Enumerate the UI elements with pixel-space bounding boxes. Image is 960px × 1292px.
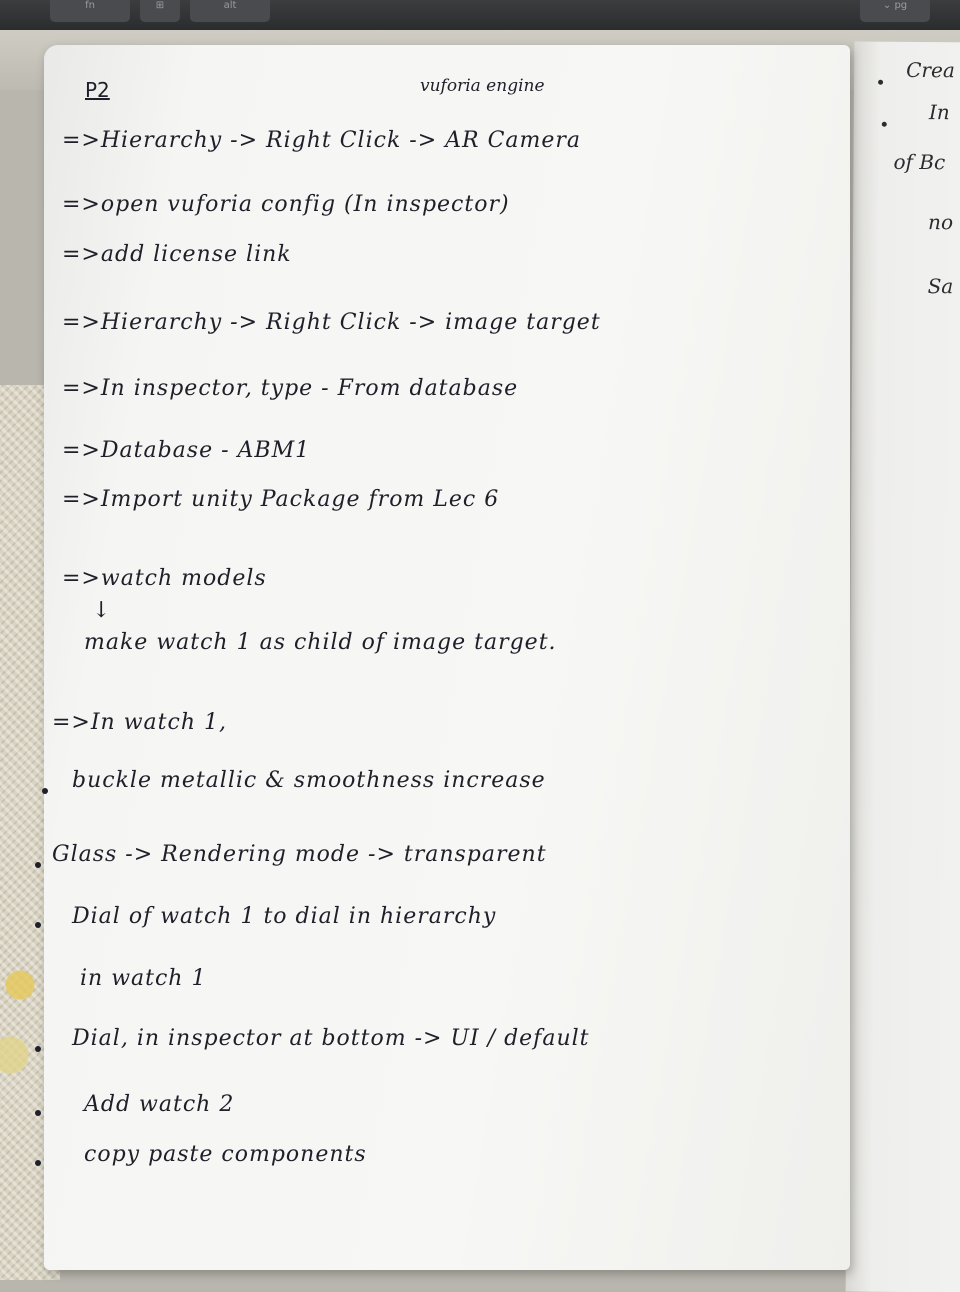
bullet (882, 122, 887, 127)
windows-key (140, 0, 180, 22)
bullet (35, 1160, 41, 1166)
right-page-fragment: of Bc (893, 149, 946, 175)
note-line: =>add license link (62, 242, 292, 267)
right-page-fragment: Crea (906, 57, 955, 83)
note-line: =>In watch 1, (52, 710, 227, 735)
note-line: =>Hierarchy -> Right Click -> AR Camera (62, 128, 582, 153)
right-page-fragment: Sa (927, 274, 954, 299)
page-title: vuforia engine (420, 76, 545, 96)
bullet (42, 788, 48, 794)
bullet (878, 80, 883, 85)
page-label: P2 (85, 78, 110, 102)
note-line: =>Import unity Package from Lec 6 (62, 487, 500, 512)
bullet-item: buckle metallic & smoothness increase (72, 768, 546, 793)
note-line: make watch 1 as child of image target. (84, 630, 557, 655)
right-page-fragment: In (928, 100, 950, 125)
note-line: =>watch models (62, 566, 267, 591)
bullet-item: Dial of watch 1 to dial in hierarchy (72, 904, 497, 929)
bullet-item: Glass -> Rendering mode -> transparent (52, 842, 547, 867)
bullet (35, 922, 41, 928)
windows-icon: ⊞ (155, 0, 165, 11)
right-notebook-page (846, 42, 960, 1292)
notebook-page (44, 45, 850, 1270)
bullet-item: Dial, in inspector at bottom -> UI / default (72, 1026, 590, 1051)
chevron-down-icon: ⌄ (882, 0, 892, 11)
bullet-item-continuation: in watch 1 (80, 966, 207, 991)
note-line: =>open vuforia config (In inspector) (62, 192, 510, 217)
note-line: =>Database - ABM1 (62, 438, 311, 463)
note-line: =>In inspector, type - From database (62, 376, 519, 401)
alt-key: alt (190, 0, 270, 22)
down-arrow-icon: ↓ (92, 598, 112, 623)
bullet (35, 862, 41, 868)
right-page-fragment: no (928, 210, 954, 235)
note-line: =>Hierarchy -> Right Click -> image target (62, 310, 601, 335)
pg-key: ⌄ pg (860, 0, 930, 22)
fabric-pattern (0, 945, 50, 1105)
laptop-keyboard-edge (0, 0, 960, 30)
bullet-item: Add watch 2 (84, 1092, 235, 1117)
bullet-item: copy paste components (84, 1142, 367, 1167)
bullet (35, 1046, 41, 1052)
bullet (35, 1110, 41, 1116)
fn-key: fn (50, 0, 130, 22)
